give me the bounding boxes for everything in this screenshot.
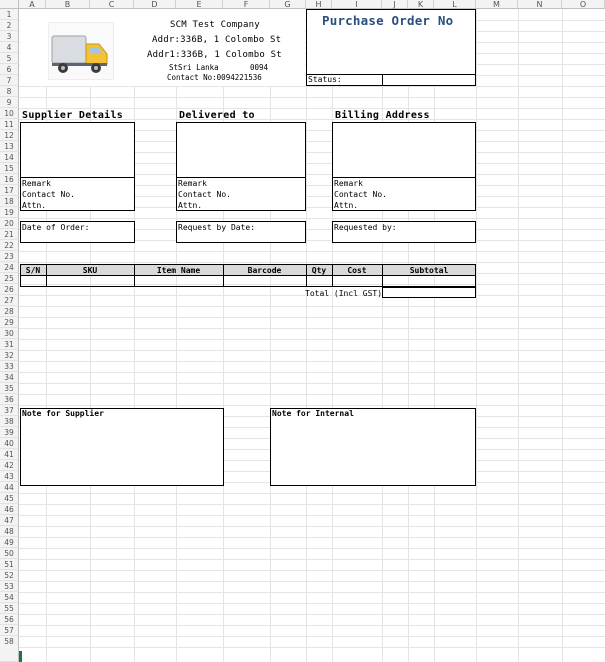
col-item-name: Item Name <box>156 266 201 275</box>
billing-remark-label: Remark <box>334 179 363 188</box>
column-header[interactable]: L <box>434 0 476 9</box>
delivered-heading: Delivered to <box>179 110 255 121</box>
row-header[interactable]: 42 <box>0 460 19 471</box>
row-header[interactable]: 58 <box>0 636 19 662</box>
row-header[interactable]: 31 <box>0 339 19 350</box>
row-header[interactable]: 19 <box>0 207 19 218</box>
delivered-remark-label: Remark <box>178 179 207 188</box>
row-header[interactable]: 26 <box>0 284 19 295</box>
row-header[interactable]: 2 <box>0 20 19 31</box>
company-address-line1: Addr:336B, 1 Colombo St <box>152 35 282 45</box>
supplier-contact-label: Contact No. <box>22 190 75 199</box>
row-header[interactable]: 29 <box>0 317 19 328</box>
billing-contact-label: Contact No. <box>334 190 387 199</box>
row-header[interactable]: 9 <box>0 97 19 108</box>
note-supplier-label: Note for Supplier <box>22 409 104 418</box>
row-header[interactable]: 24 <box>0 262 19 273</box>
column-header[interactable]: D <box>134 0 176 9</box>
row-header[interactable]: 1 <box>0 9 19 20</box>
status-field[interactable] <box>383 75 475 85</box>
delivered-contact-label: Contact No. <box>178 190 231 199</box>
row-header[interactable]: 11 <box>0 119 19 130</box>
row-header[interactable]: 53 <box>0 581 19 592</box>
row-header[interactable]: 14 <box>0 152 19 163</box>
status-label: Status: <box>308 75 342 84</box>
row-header[interactable]: 43 <box>0 471 19 482</box>
row-header[interactable]: 57 <box>0 625 19 636</box>
col-sn: S/N <box>25 266 41 275</box>
note-internal-box[interactable] <box>270 408 476 486</box>
company-logo <box>48 22 114 80</box>
column-header[interactable]: G <box>270 0 306 9</box>
row-header[interactable]: 51 <box>0 559 19 570</box>
row-header[interactable]: 48 <box>0 526 19 537</box>
active-cell-indicator <box>19 651 22 662</box>
row-header[interactable]: 34 <box>0 372 19 383</box>
table-row[interactable] <box>21 276 475 286</box>
column-header[interactable]: E <box>176 0 223 9</box>
row-header[interactable]: 21 <box>0 229 19 240</box>
row-header[interactable]: 46 <box>0 504 19 515</box>
billing-heading: Billing Address <box>335 110 430 121</box>
row-header[interactable]: 3 <box>0 31 19 42</box>
select-all-corner[interactable] <box>0 0 19 9</box>
delivered-attn-label: Attn. <box>178 201 203 210</box>
column-header[interactable]: M <box>476 0 518 9</box>
column-header[interactable]: J <box>382 0 408 9</box>
row-header[interactable]: 47 <box>0 515 19 526</box>
row-header[interactable]: 7 <box>0 75 19 86</box>
row-header[interactable]: 50 <box>0 548 19 559</box>
company-postal-code: 0094 <box>250 63 269 72</box>
supplier-remark-label: Remark <box>22 179 51 188</box>
column-header[interactable]: N <box>518 0 562 9</box>
row-header[interactable]: 52 <box>0 570 19 581</box>
row-header[interactable]: 40 <box>0 438 19 449</box>
total-value-cell[interactable] <box>382 287 476 298</box>
company-contact: Contact No:0094221536 <box>167 73 262 82</box>
supplier-heading: Supplier Details <box>22 110 124 121</box>
col-sku: SKU <box>82 266 98 275</box>
row-header[interactable]: 38 <box>0 416 19 427</box>
row-header[interactable]: 35 <box>0 383 19 394</box>
row-header[interactable]: 39 <box>0 427 19 438</box>
row-header[interactable]: 23 <box>0 251 19 262</box>
note-supplier-box[interactable] <box>20 408 224 486</box>
billing-attn-label: Attn. <box>334 201 359 210</box>
po-title: Purchase Order No <box>322 13 454 28</box>
row-header[interactable]: 41 <box>0 449 19 460</box>
row-header[interactable]: 44 <box>0 482 19 493</box>
row-header[interactable]: 16 <box>0 174 19 185</box>
col-barcode: Barcode <box>247 266 282 275</box>
row-header[interactable]: 30 <box>0 328 19 339</box>
row-header[interactable]: 6 <box>0 64 19 75</box>
col-qty: Qty <box>311 266 327 275</box>
note-internal-label: Note for Internal <box>272 409 354 418</box>
column-header[interactable]: C <box>90 0 134 9</box>
row-header[interactable]: 56 <box>0 614 19 625</box>
delivery-truck-icon <box>49 23 115 81</box>
row-header[interactable]: 36 <box>0 394 19 405</box>
request-by-date-label: Request by Date: <box>178 223 256 232</box>
row-header[interactable]: 49 <box>0 537 19 548</box>
row-header[interactable]: 33 <box>0 361 19 372</box>
requested-by-label: Requested by: <box>334 223 397 232</box>
row-header[interactable]: 20 <box>0 218 19 229</box>
row-header[interactable]: 13 <box>0 141 19 152</box>
company-city-country: StSri Lanka <box>169 63 219 72</box>
row-header[interactable]: 37 <box>0 405 19 416</box>
total-label: Total (Incl GST) <box>305 289 383 298</box>
column-header[interactable]: H <box>306 0 332 9</box>
row-header[interactable]: 27 <box>0 295 19 306</box>
column-header[interactable]: I <box>332 0 382 9</box>
col-cost: Cost <box>347 266 367 275</box>
column-header[interactable]: F <box>223 0 270 9</box>
row-header[interactable]: 4 <box>0 42 19 53</box>
order-date-label: Date of Order: <box>22 223 90 232</box>
row-header[interactable]: 10 <box>0 108 19 119</box>
column-header[interactable]: K <box>408 0 434 9</box>
row-header[interactable]: 22 <box>0 240 19 251</box>
row-header[interactable]: 15 <box>0 163 19 174</box>
supplier-attn-label: Attn. <box>22 201 47 210</box>
row-header[interactable]: 28 <box>0 306 19 317</box>
row-header[interactable]: 17 <box>0 185 19 196</box>
row-header[interactable]: 12 <box>0 130 19 141</box>
row-header[interactable]: 55 <box>0 603 19 614</box>
company-name: SCM Test Company <box>170 20 260 30</box>
row-header[interactable]: 25 <box>0 273 19 284</box>
row-header[interactable]: 5 <box>0 53 19 64</box>
row-header[interactable]: 45 <box>0 493 19 504</box>
row-header[interactable]: 54 <box>0 592 19 603</box>
company-address-line2: Addr1:336B, 1 Colombo St <box>147 50 282 60</box>
column-header[interactable]: B <box>46 0 90 9</box>
row-header[interactable]: 18 <box>0 196 19 207</box>
column-header[interactable]: A <box>19 0 46 9</box>
column-header[interactable]: O <box>562 0 605 9</box>
row-header[interactable]: 32 <box>0 350 19 361</box>
col-subtotal: Subtotal <box>409 266 449 275</box>
row-header[interactable]: 8 <box>0 86 19 97</box>
